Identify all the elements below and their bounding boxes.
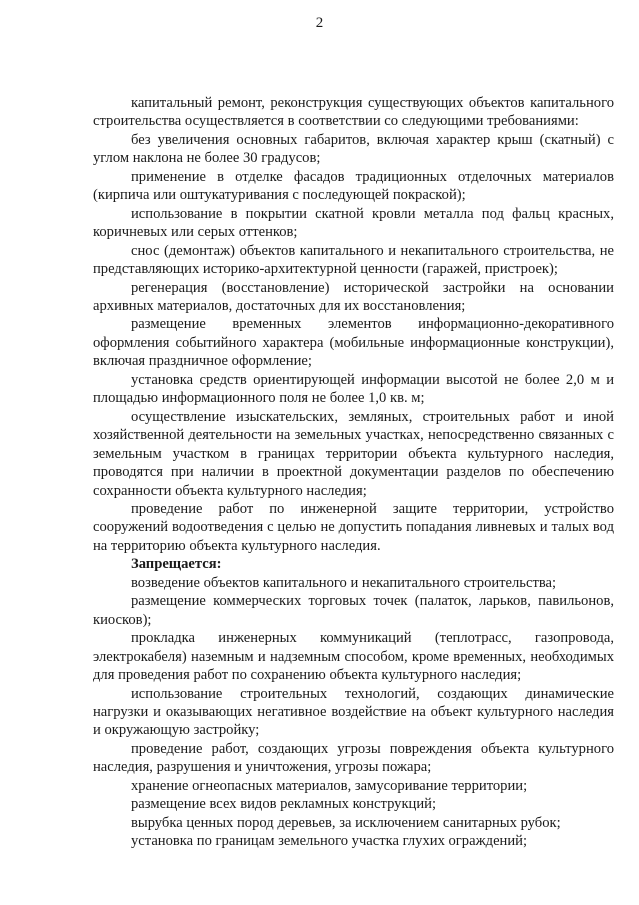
requirement-item: применение в отделке фасадов традиционных отделочных материалов (кирпича или оштукатуривания с последующей покраской); xyxy=(93,168,614,204)
prohibition-item: размещение коммерческих торговых точек (палаток, ларьков, павильонов, киосков); xyxy=(93,593,614,628)
prohibition-item: прокладка инженерных коммуникаций (теплотрасс, газопровода, электрокабеля) наземным и надземным способом, кроме временных, необходимых для проведения работ по сохранению объекта культурного наследия; xyxy=(93,630,614,684)
section-heading: Запрещается: xyxy=(131,556,222,573)
requirement-item: размещение временных элементов информационно-декоративного оформления событийного характера (мобильные информационные конструкции), включая праздничное оформление; xyxy=(93,316,614,370)
prohibition-item: проведение работ, создающих угрозы повреждения объекта культурного наследия, разрушения и уничтожения, угрозы пожара; xyxy=(93,740,614,776)
requirement-item: снос (демонтаж) объектов капитального и некапитального строительства, не представляющих историко-архитектурной ценности (гаражей, пристроек); xyxy=(93,242,614,278)
requirement-item: использование в покрытии скатной кровли металла под фальц красных, коричневых или серых оттенков; xyxy=(93,205,614,241)
requirement-item: осуществление изыскательских, земляных, строительных работ и иной хозяйственной деятельности на земельных участках, непосредственно связанных с земельным участком в границах территории объекта культурного наследия, проводятся при наличии в проектной документации разделов по обеспечению сохранности объекта культурного наследия; xyxy=(93,408,614,499)
prohibition-item: установка по границам земельного участка глухих ограждений; xyxy=(131,833,528,850)
requirement-item: установка средств ориентирующей информации высотой не более 2,0 м и площадью информационного поля не более 1,0 кв. м; xyxy=(93,371,614,407)
prohibition-item: хранение огнеопасных материалов, замусоривание территории; xyxy=(131,777,528,794)
paragraph-intro: капитальный ремонт, реконструкция существующих объектов капитального строительства осуществляется в соответствии со следующими требованиями: xyxy=(93,95,614,130)
prohibition-item: вырубка ценных пород деревьев, за исключением санитарных рубок; xyxy=(131,814,561,831)
prohibition-item: возведение объектов капитального и некапитального строительства; xyxy=(131,574,557,591)
requirement-item: проведение работ по инженерной защите территории, устройство сооружений водоотведения с целью не допустить попадания ливневых и талых вод на территорию объекта культурного наследия. xyxy=(93,500,614,554)
prohibition-item: использование строительных технологий, создающих динамические нагрузки и оказывающих негативное воздействие на объект культурного наследия и окружающую застройку; xyxy=(93,685,614,739)
document-body xyxy=(93,94,614,851)
prohibition-item: размещение всех видов рекламных конструкций; xyxy=(131,796,437,813)
page-number: 2 xyxy=(315,15,324,31)
requirement-item: без увеличения основных габаритов, включая характер крыш (скатный) с углом наклона не более 30 градусов; xyxy=(93,131,614,167)
requirement-item: регенерация (восстановление) исторической застройки на основании архивных материалов, достаточных для их восстановления; xyxy=(93,279,614,314)
